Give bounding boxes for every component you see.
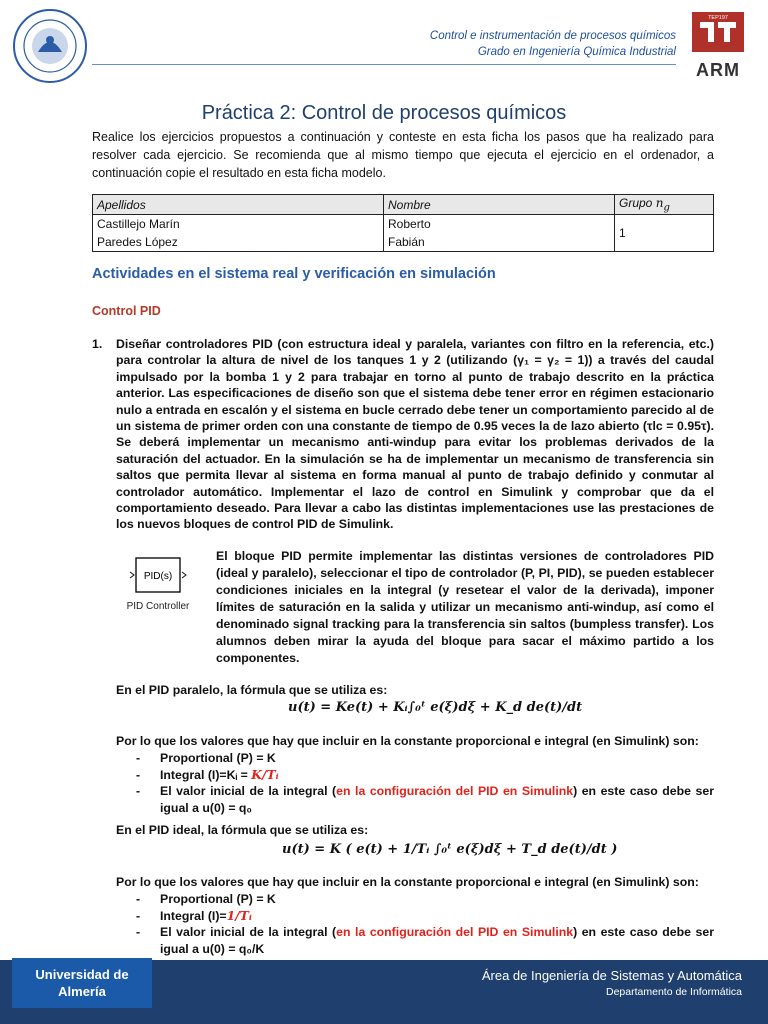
page-title: Práctica 2: Control de procesos químicos <box>201 102 567 124</box>
degree-name: Grado en Ingeniería Química Industrial <box>477 46 676 58</box>
parallel-formula: u(t) = Ke(t) + Kᵢ∫₀ᵗ e(ξ)dξ + K_d de(t)/dt <box>288 700 583 715</box>
course-header <box>430 28 676 60</box>
logo-text: ARM <box>696 60 740 80</box>
ideal-intro: En el PID ideal, la fórmula que se utiliza es: <box>116 823 369 837</box>
pid-block-icon <box>120 556 196 596</box>
exercise-1 <box>92 336 714 533</box>
apellidos-cell: Castillejo Marín Paredes López <box>93 215 384 252</box>
pid-description: El bloque PID permite implementar las distintas versiones de controladores PID (ideal y paralelo), seleccionar el tipo de controlador (P, PI, PID), se pueden establecer condiciones iniciales en la integral (y resetear el valor de la derivada), imponer límites de saturación en la salida y utilizar un mecanismo anti-windup, así como el denominado signal tracking para la transferencia sin saltos (bumpless transfer). Los alumnos deben mirar la ayuda del bloque para sacar el máximo partido a los componentes. <box>216 549 714 665</box>
list-item: - Proportional (P) = K <box>136 891 714 908</box>
col-grupo: Grupo $n_g$ <box>615 195 714 215</box>
exercise-text: Diseñar controladores PID (con estructura ideal y paralela, variantes con filtro en la referencia, etc.) para controlar la altura de nivel de los tanques 1 y 2 (utilizando (γ₁ = γ₂ = 1)) a través del caudal impulsado por la bomba 1 y 2 para trabajar en torno al punto de trabajo descrito en la práctica anterior. Las especificaciones de diseño son que el sistema debe tener error en régimen estacionario nulo a entrada en escalón y el sistema en bucle cerrado debe tener un comportamiento parecido al de un sistema de primer orden con una constante de tiempo de 0.95 veces la de lazo abierto (τlc = 0.95τ). Se deberá implementar un mecanismo anti-windup para evitar los problemas derivados de la saturación del actuador. En la simulación se ha de implementar un mecanismo de transferencia sin saltos que permita llevar al sistema en forma manual al punto de trabajo definido y conmutar al controlador automático. Implementar el lazo de control en Simulink y comprobar que da el comportamiento deseado. Para llevar a cabo las distintas implementaciones use las prestaciones de los nuevos bloques de control PID de Simulink. <box>116 337 714 532</box>
list-item: - Integral (I)=1/Tᵢ <box>136 908 714 925</box>
grupo-cell: 1 <box>615 215 714 252</box>
pid-block-caption: PID Controller <box>126 601 190 612</box>
student-table <box>92 194 714 252</box>
header-divider <box>92 64 676 65</box>
footer-university: Universidad de Almería <box>12 958 152 1008</box>
list-item: - El valor inicial de la integral (en la configuración del PID en Simulink) en este caso debe ser igual a u(0) = q₀/K <box>136 924 714 957</box>
arm-logo <box>686 12 750 80</box>
parallel-values-intro: Por lo que los valores que hay que incluir en la constante proporcional e integral (en Simulink) son: <box>116 734 699 748</box>
col-nombre: Nombre <box>384 195 615 215</box>
intro-paragraph: Realice los ejercicios propuestos a continuación y conteste en esta ficha los pasos que ha realizado para resolver cada ejercicio. Se recomienda que al mismo tiempo que ejecuta el ejercicio en el ordenador, a continuación copie el resultado en esta ficha modelo. <box>92 130 714 180</box>
footer-department: Departamento de Informática <box>606 986 742 998</box>
subsection-title: Control PID <box>92 304 161 318</box>
footer-area: Área de Ingeniería de Sistemas y Automática <box>481 968 742 983</box>
list-item: - El valor inicial de la integral (en la configuración del PID en Simulink) en este caso debe ser igual a u(0) = q₀ <box>136 783 714 816</box>
pid-controller-block <box>120 556 196 612</box>
arm-logo-icon <box>686 12 750 56</box>
course-name: Control e instrumentación de procesos químicos <box>429 30 676 42</box>
parallel-intro: En el PID paralelo, la fórmula que se utiliza es: <box>116 683 388 697</box>
col-apellidos: Apellidos <box>93 195 384 215</box>
section-title: Actividades en el sistema real y verificación en simulación <box>92 266 496 282</box>
logo-badge: TEP197 <box>708 15 728 21</box>
list-item: - Integral (I)=Kᵢ = K/Tᵢ <box>136 767 714 784</box>
exercise-number: 1. <box>92 337 103 351</box>
pid-block-label: PID(s) <box>143 571 173 582</box>
table-header-row <box>93 195 714 215</box>
ideal-values-intro: Por lo que los valores que hay que incluir en la constante proporcional e integral (en Simulink) son: <box>116 875 699 889</box>
nombre-cell: Roberto Fabián <box>384 215 615 252</box>
list-item: - Proportional (P) = K <box>136 750 714 767</box>
parallel-values-list <box>136 750 714 816</box>
ideal-formula: u(t) = K ( e(t) + 1/Tᵢ ∫₀ᵗ e(ξ)dξ + T_d de(t)/dt ) <box>282 842 618 857</box>
university-seal-icon <box>12 8 88 84</box>
table-row <box>93 215 714 252</box>
ideal-values-list <box>136 891 714 957</box>
